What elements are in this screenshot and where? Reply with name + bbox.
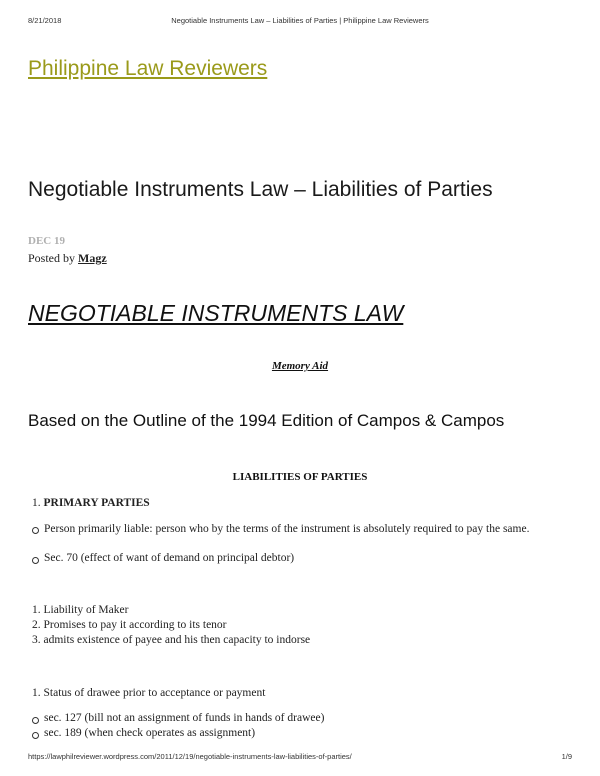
list-item: [32, 634, 310, 646]
list-item: [32, 687, 265, 699]
list-number: 1.: [32, 604, 41, 616]
section-title: LIABILITIES OF PARTIES: [232, 471, 368, 483]
outline-note: Based on the Outline of the 1994 Edition of Campos & Campos: [28, 411, 505, 430]
list-text: admits existence of payee and his then capacity to indorse: [43, 634, 311, 646]
site-title-link[interactable]: Philippine Law Reviewers: [28, 57, 268, 80]
list-item: sec. 127 (bill not an assignment of funds in hands of drawee): [44, 712, 325, 724]
list-number: 1.: [32, 497, 41, 509]
author-link[interactable]: Magz: [78, 251, 107, 265]
list-text: Liability of Maker: [43, 604, 129, 616]
primary-parties-title: PRIMARY PARTIES: [43, 497, 150, 509]
document-heading: NEGOTIABLE INSTRUMENTS LAW: [28, 300, 404, 326]
bullet-icon: [32, 732, 39, 739]
bullet-icon: [32, 557, 39, 564]
bullet-icon: [32, 527, 39, 534]
print-url: https://lawphilreviewer.wordpress.com/2011/12/19/negotiable-instruments-law-liabilities-of-parties/: [28, 752, 352, 761]
list-text: Status of drawee prior to acceptance or payment: [43, 687, 266, 699]
list-number: 1.: [32, 687, 41, 699]
bullet-icon: [32, 717, 39, 724]
list-number: 3.: [32, 634, 41, 646]
primary-parties-item: [32, 497, 150, 509]
post-date: DEC 19: [28, 235, 65, 247]
list-text: Promises to pay it according to its tenor: [43, 619, 227, 631]
list-item: Person primarily liable: person who by the terms of the instrument is absolutely required to pay the same.: [44, 523, 530, 535]
print-date: 8/21/2018: [28, 16, 62, 25]
post-title: Negotiable Instruments Law – Liabilities of Parties: [28, 178, 493, 201]
list-item: sec. 189 (when check operates as assignment): [44, 727, 256, 739]
posted-by: [28, 251, 107, 266]
print-page-number: 1/9: [561, 752, 572, 761]
print-page-title: Negotiable Instruments Law – Liabilities of Parties | Philippine Law Reviewers: [171, 16, 429, 25]
list-item: Sec. 70 (effect of want of demand on principal debtor): [44, 552, 295, 564]
list-item: [32, 604, 128, 616]
list-number: 2.: [32, 619, 41, 631]
posted-by-label: Posted by: [28, 251, 76, 265]
list-item: [32, 619, 227, 631]
memory-aid-label: Memory Aid: [271, 360, 329, 372]
